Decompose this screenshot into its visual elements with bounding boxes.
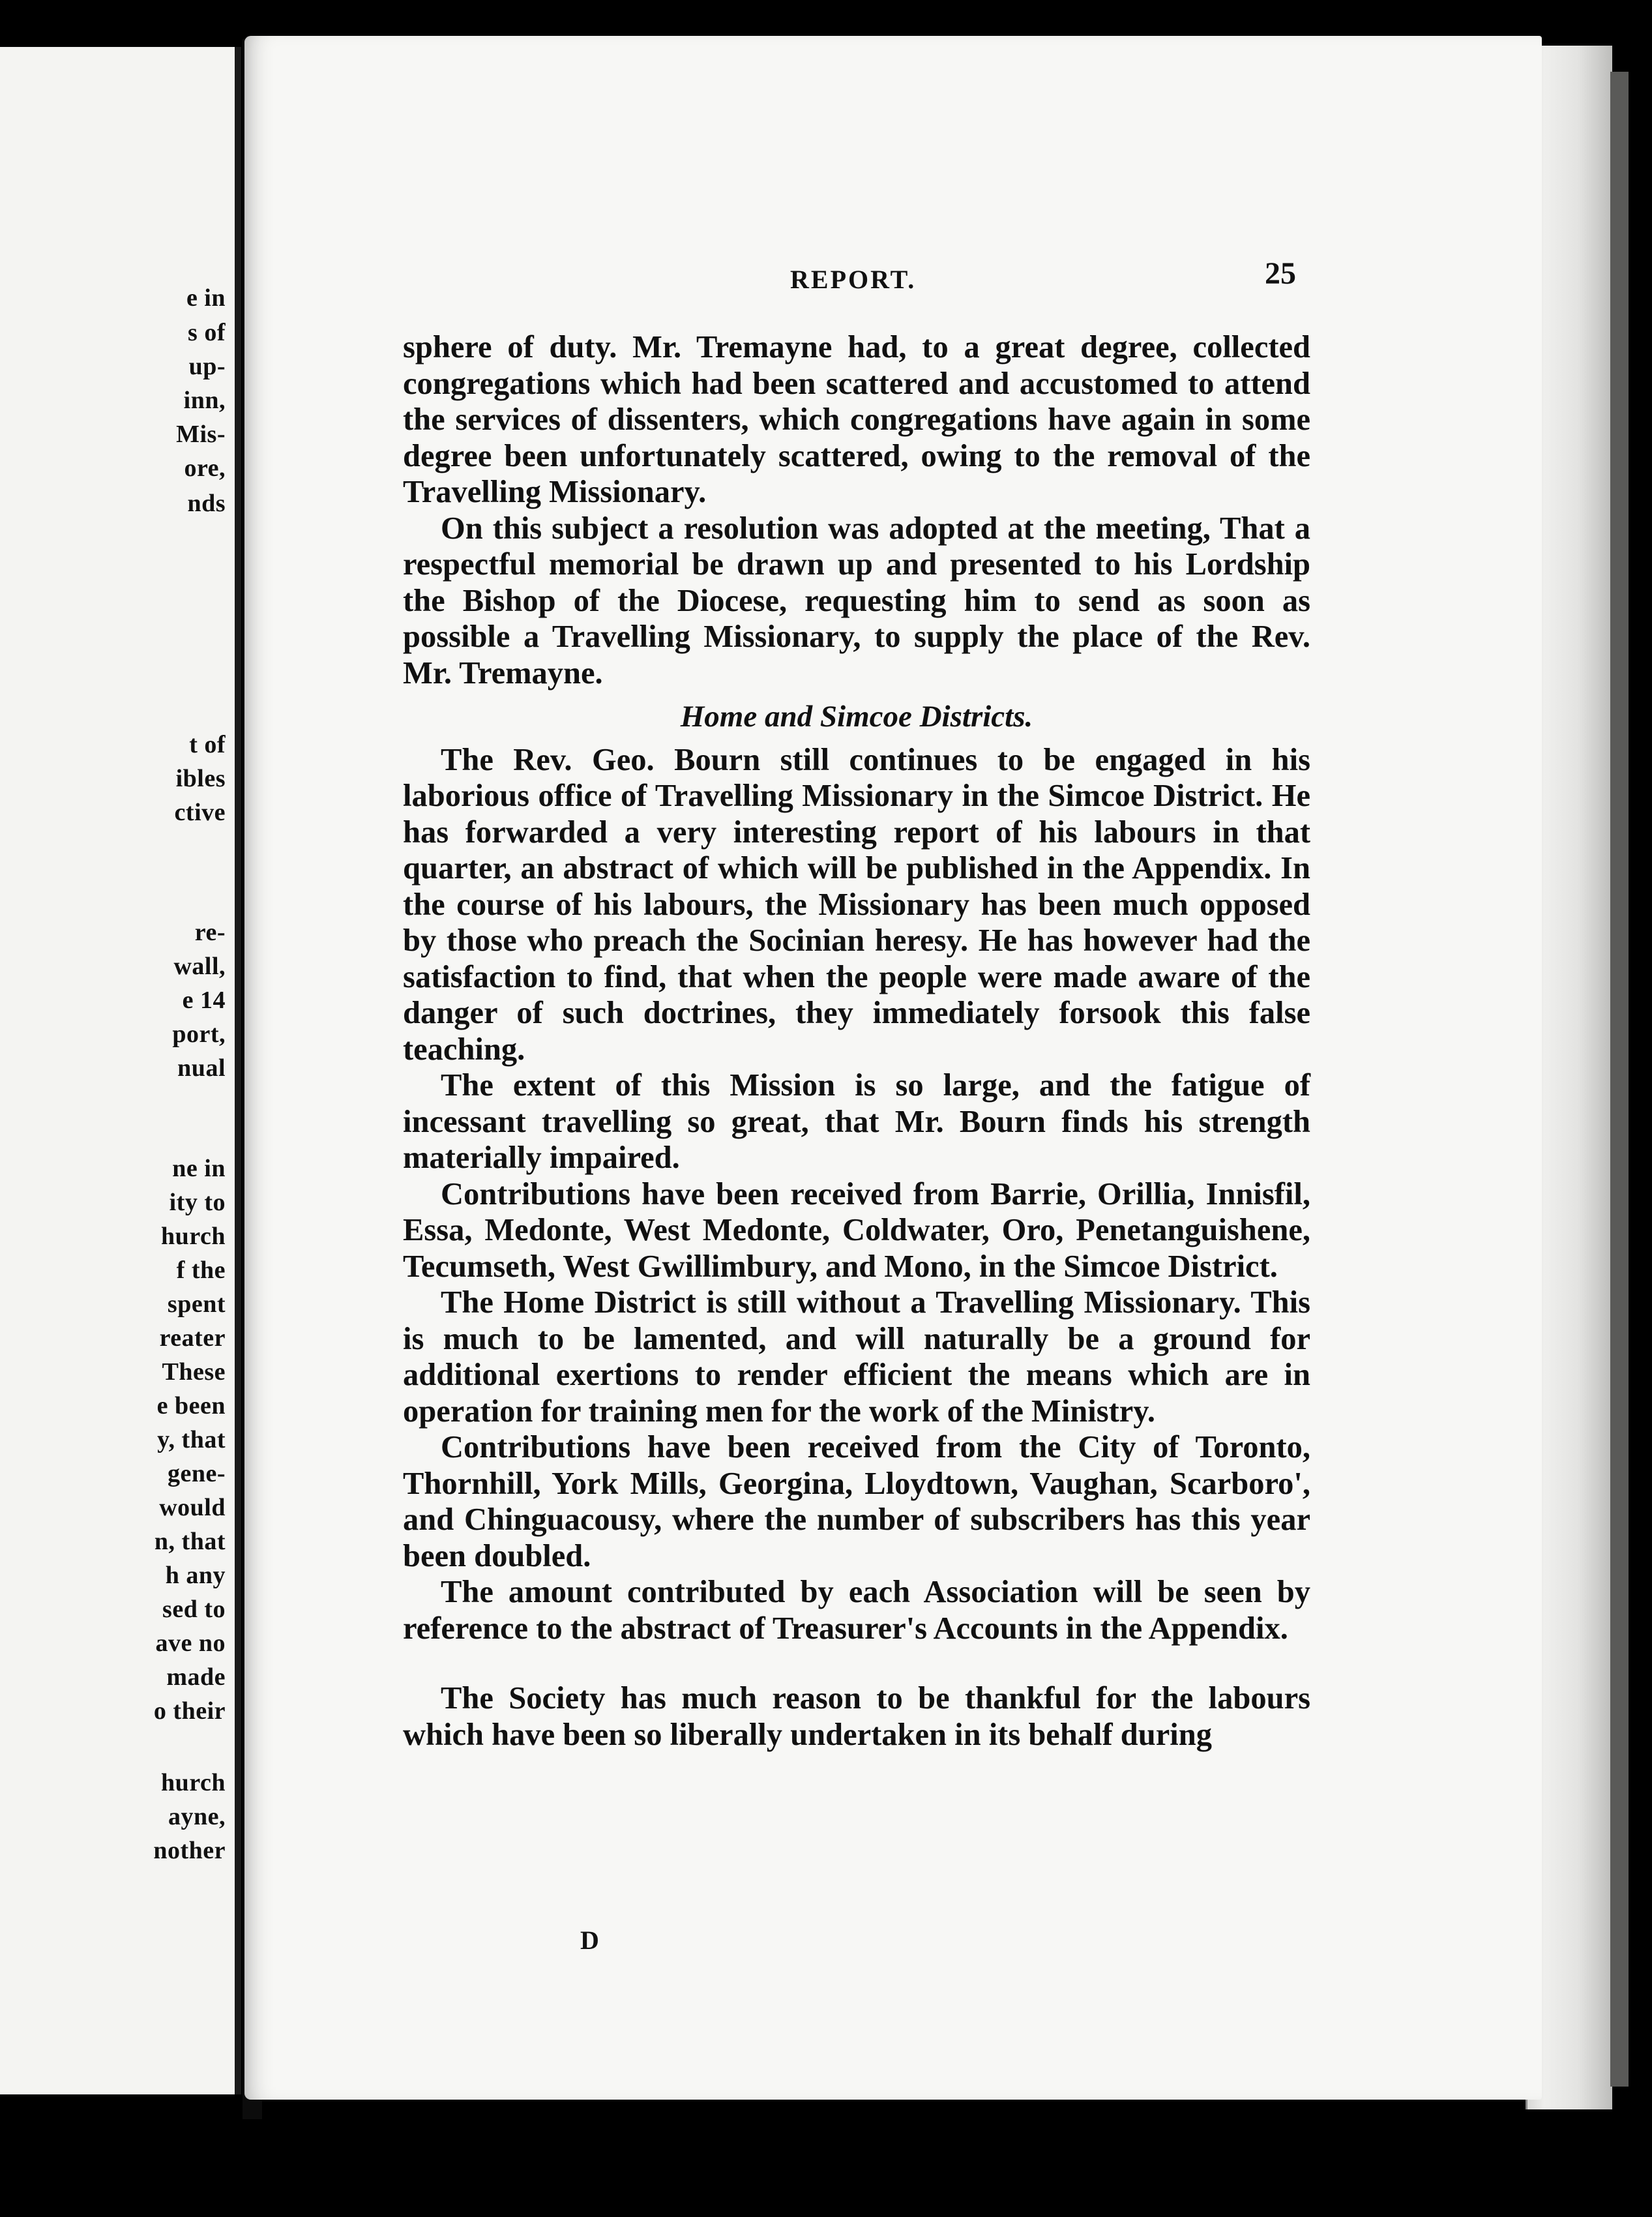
facing-page	[0, 47, 241, 2094]
facing-page-fragment: ibles	[175, 765, 226, 792]
facing-page-fragment: inn,	[183, 387, 226, 414]
facing-page-fragment: nds	[187, 490, 226, 517]
facing-page-fragment: reater	[159, 1324, 226, 1352]
facing-page-fragment: sed to	[162, 1596, 226, 1623]
page-number: 25	[1265, 256, 1296, 291]
facing-page-fragment: ctive	[174, 799, 226, 826]
body-text	[403, 329, 1310, 1753]
facing-page-fragment: ity to	[169, 1189, 226, 1216]
facing-page-fragment: y, that	[157, 1426, 226, 1453]
facing-page-fragment: gene-	[167, 1460, 226, 1487]
paragraph: Contributions have been received from the City of Toronto, Thornhill, York Mills, Georgina, Lloydtown, Vaughan, Scarboro', and Chinguacousy, where the number of subscribers has this year been doubled.	[403, 1430, 1310, 1573]
signature-mark: D	[580, 1926, 599, 1955]
facing-page-fragment: t of	[189, 731, 226, 758]
facing-page-fragment: h any	[165, 1562, 226, 1589]
facing-page-fragment: re-	[194, 919, 226, 946]
facing-page-fragment: e been	[156, 1392, 226, 1420]
paragraph: The Home District is still without a Travelling Missionary. This is much to be lamented, and will naturally be a ground for additional exertions to render efficient the means which are in operation for training men for the work of the Ministry.	[403, 1285, 1310, 1429]
facing-page-fragment: ave no	[155, 1629, 226, 1657]
paragraph: sphere of duty. Mr. Tremayne had, to a great degree, collected congregations which had been scattered and accustomed to attend the services of dissenters, which congregations have again in some degree been unfortunately scattered, owing to the removal of the Travelling Missionary.	[403, 330, 1310, 509]
facing-page-fragment: o their	[153, 1697, 226, 1725]
facing-page-fragment: f the	[176, 1257, 226, 1284]
facing-page-fragment: hurch	[161, 1769, 226, 1796]
facing-page-fragment: port,	[172, 1020, 226, 1048]
facing-page-fragment: These	[162, 1358, 226, 1386]
facing-page-fragment: s of	[188, 319, 226, 346]
paragraph: On this subject a resolution was adopted at the meeting, That a respectful memorial be drawn up and presented to his Lordship the Bishop of the Diocese, requesting him to send as soon as possible a Travelling Missionary, to supply the place of the Rev. Mr. Tremayne.	[403, 511, 1310, 691]
facing-page-fragment: ore,	[184, 454, 226, 482]
running-head: REPORT.	[790, 265, 917, 294]
paragraph: The Society has much reason to be thankful for the labours which have been so liberally undertaken in its behalf during	[403, 1681, 1310, 1752]
facing-page-fragment: nother	[153, 1837, 226, 1864]
section-heading: Home and Simcoe Districts.	[680, 700, 1033, 734]
facing-page-fragment: would	[159, 1494, 226, 1521]
facing-page-fragment: n, that	[154, 1528, 226, 1555]
paragraph: The amount contributed by each Association will be seen by reference to the abstract of Treasurer's Accounts in the Appendix.	[403, 1575, 1310, 1646]
facing-page-fragment: e 14	[182, 987, 226, 1014]
facing-page-fragment: ayne,	[168, 1803, 226, 1830]
paragraph: The Rev. Geo. Bourn still continues to be engaged in his laborious office of Travelling Missionary in the Simcoe District. He has forwarded a very interesting report of his labours in that quarter, an abstract of which will be published in the Appendix. In the course of his labours, the Missionary has been much opposed by those who preach the Socinian heresy. He has however had the satisfaction to find, that when the people were made aware of the danger of such doctrines, they immediately forsook this false teaching.	[403, 742, 1310, 1067]
facing-page-fragment: made	[166, 1663, 226, 1691]
facing-page-fragment: hurch	[161, 1223, 226, 1250]
facing-page-fragment: up-	[188, 353, 226, 380]
page-edges-shadow	[1610, 72, 1629, 2087]
facing-page-fragment: wall,	[173, 953, 226, 980]
paragraph: Contributions have been received from Barrie, Orillia, Innisfil, Essa, Medonte, West Medonte, Coldwater, Oro, Penetanguishene, Tecumseth, West Gwillimbury, and Mono, in the Simcoe District.	[403, 1176, 1310, 1284]
facing-page-fragment: Mis-	[176, 421, 226, 448]
facing-page-fragment: ne in	[172, 1155, 226, 1182]
paragraph: The extent of this Mission is so large, and the fatigue of incessant travelling so great, that Mr. Bourn finds his strength materially impaired.	[403, 1068, 1310, 1175]
facing-page-fragment: e in	[186, 284, 226, 312]
facing-page-fragment: spent	[167, 1290, 226, 1318]
facing-page-fragment: nual	[177, 1054, 226, 1082]
